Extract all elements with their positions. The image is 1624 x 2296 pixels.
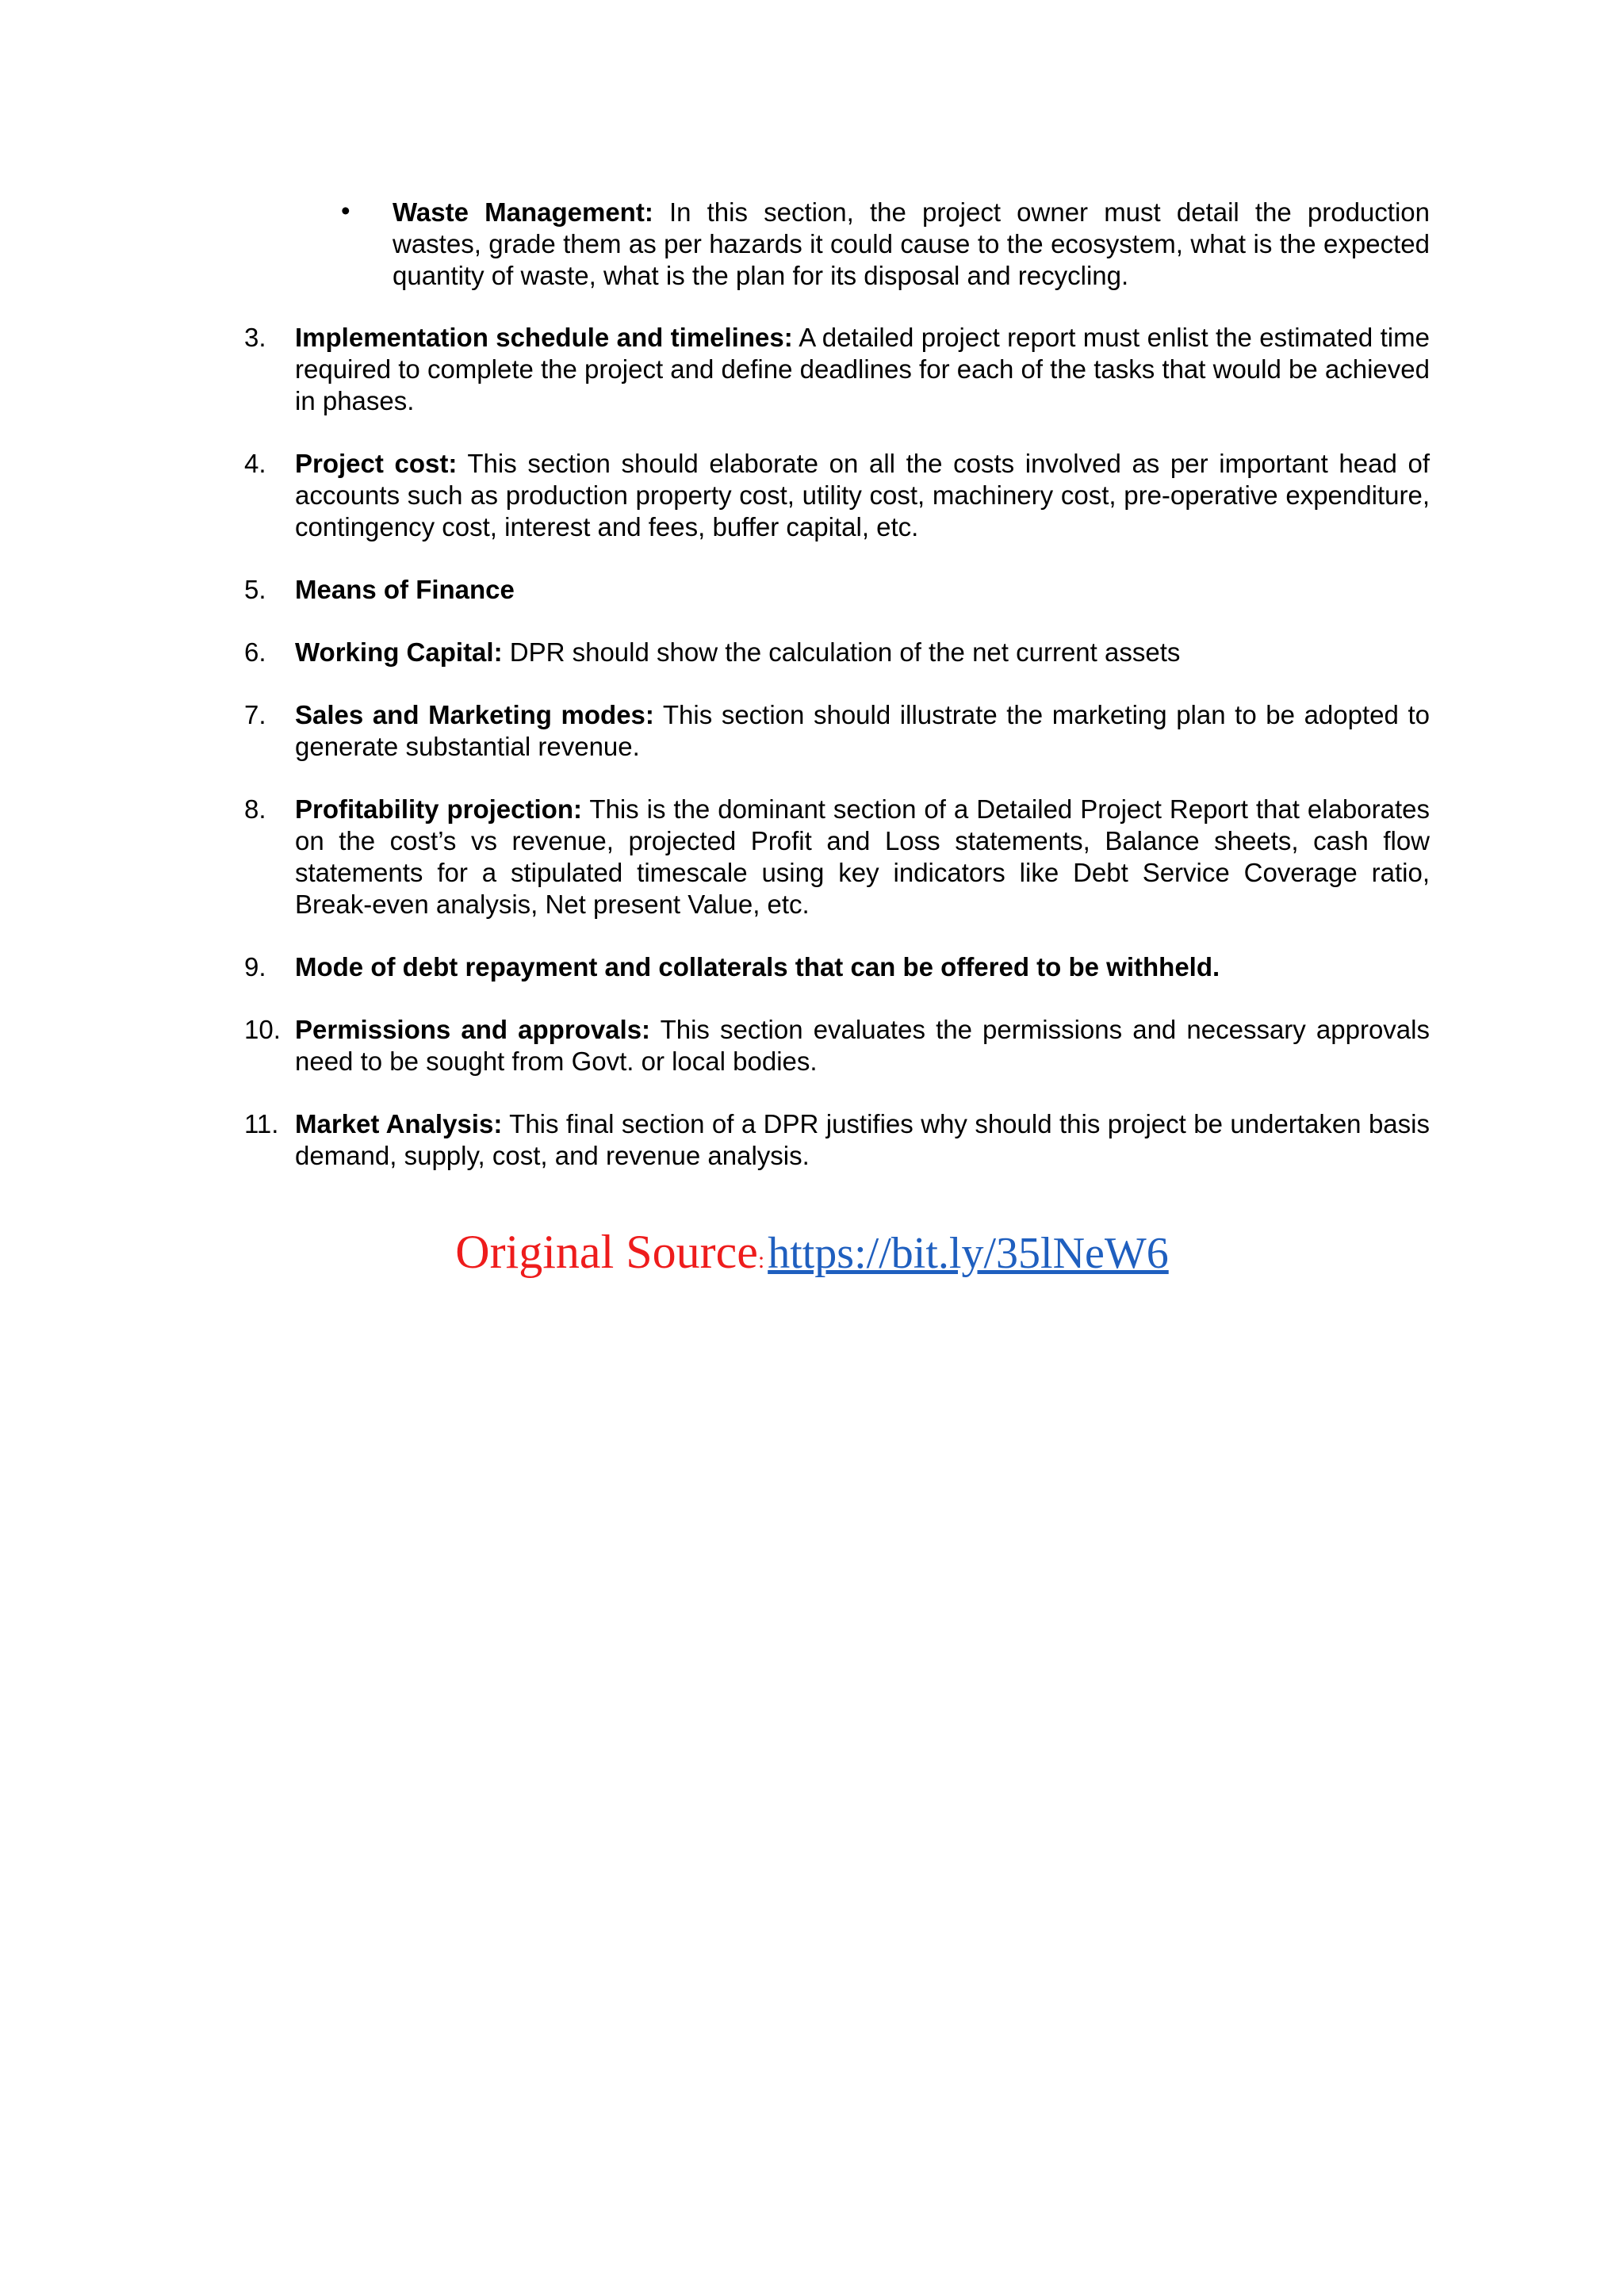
list-item-number: 6. [244,637,266,667]
source-link[interactable]: https://bit.ly/35lNeW6 [768,1229,1169,1278]
list-item-label: Market Analysis: [295,1109,503,1138]
list-item-label: Means of Finance [295,575,515,604]
list-item-text: A detailed project report must enlist the estimated time required to complete the project and define deadlines for each of the tasks that would be achieved in phases. [295,323,1430,415]
original-source-line [0,1225,1624,1280]
list-item-text: This section should illustrate the marketing plan to be adopted to generate substantial revenue. [295,700,1430,761]
list-item-project-cost [244,448,1430,543]
list-item-sales-and-marketing [244,699,1430,763]
bullet-icon: • [341,196,350,225]
list-item-label: Mode of debt repayment and collaterals that can be offered to be withheld. [295,952,1220,982]
list-item-number: 3. [244,323,266,352]
list-item-debt-repayment [244,951,1430,983]
list-item-number: 8. [244,794,266,824]
list-item-label: Profitability projection: [295,794,582,824]
list-item-market-analysis [244,1108,1430,1172]
numbered-list [244,322,1430,1203]
list-item-number: 9. [244,952,266,982]
bullet-item-label: Waste Management: [393,197,653,227]
list-item-label: Project cost: [295,449,458,478]
source-label: Original Source [455,1226,758,1278]
list-item-text: This section should elaborate on all the costs involved as per important head of accounts such as production property cost, utility cost, machinery cost, pre-operative expenditure, contingency cost, interest and fees, buffer capital, etc. [295,449,1430,541]
list-item-label: Working Capital: [295,637,503,667]
list-item-text: This is the dominant section of a Detailed Project Report that elaborates on the cost’s vs revenue, projected Profit and Loss statements, Balance sheets, cash flow statements for a stipulated timescale using key indicators like Debt Service Coverage ratio, Break-even analysis, Net present Value, etc. [295,794,1430,919]
bullet-item-text: In this section, the project owner must detail the production wastes, grade them as per hazards it could cause to the ecosystem, what is the expected quantity of waste, what is the plan for its disposal and recycling. [393,197,1430,290]
bullet-item-waste-management [393,197,1430,292]
list-item-number: 10. [244,1015,281,1044]
list-item-profitability-projection [244,794,1430,920]
list-item-label: Implementation schedule and timelines: [295,323,793,352]
source-colon: : [757,1247,765,1273]
list-item-permissions-and-approvals [244,1014,1430,1077]
list-item-means-of-finance [244,574,1430,606]
list-item-working-capital [244,637,1430,668]
list-item-implementation-schedule [244,322,1430,417]
list-item-number: 5. [244,575,266,604]
list-item-text: DPR should show the calculation of the net current assets [502,637,1181,667]
list-item-label: Permissions and approvals: [295,1015,651,1044]
list-item-label: Sales and Marketing modes: [295,700,654,729]
list-item-number: 7. [244,700,266,729]
list-item-text: This final section of a DPR justifies why should this project be undertaken basis demand, supply, cost, and revenue analysis. [295,1109,1430,1170]
list-item-number: 11. [244,1109,279,1138]
list-item-text: This section evaluates the permissions and necessary approvals need to be sought from Govt. or local bodies. [295,1015,1430,1076]
list-item-number: 4. [244,449,266,478]
